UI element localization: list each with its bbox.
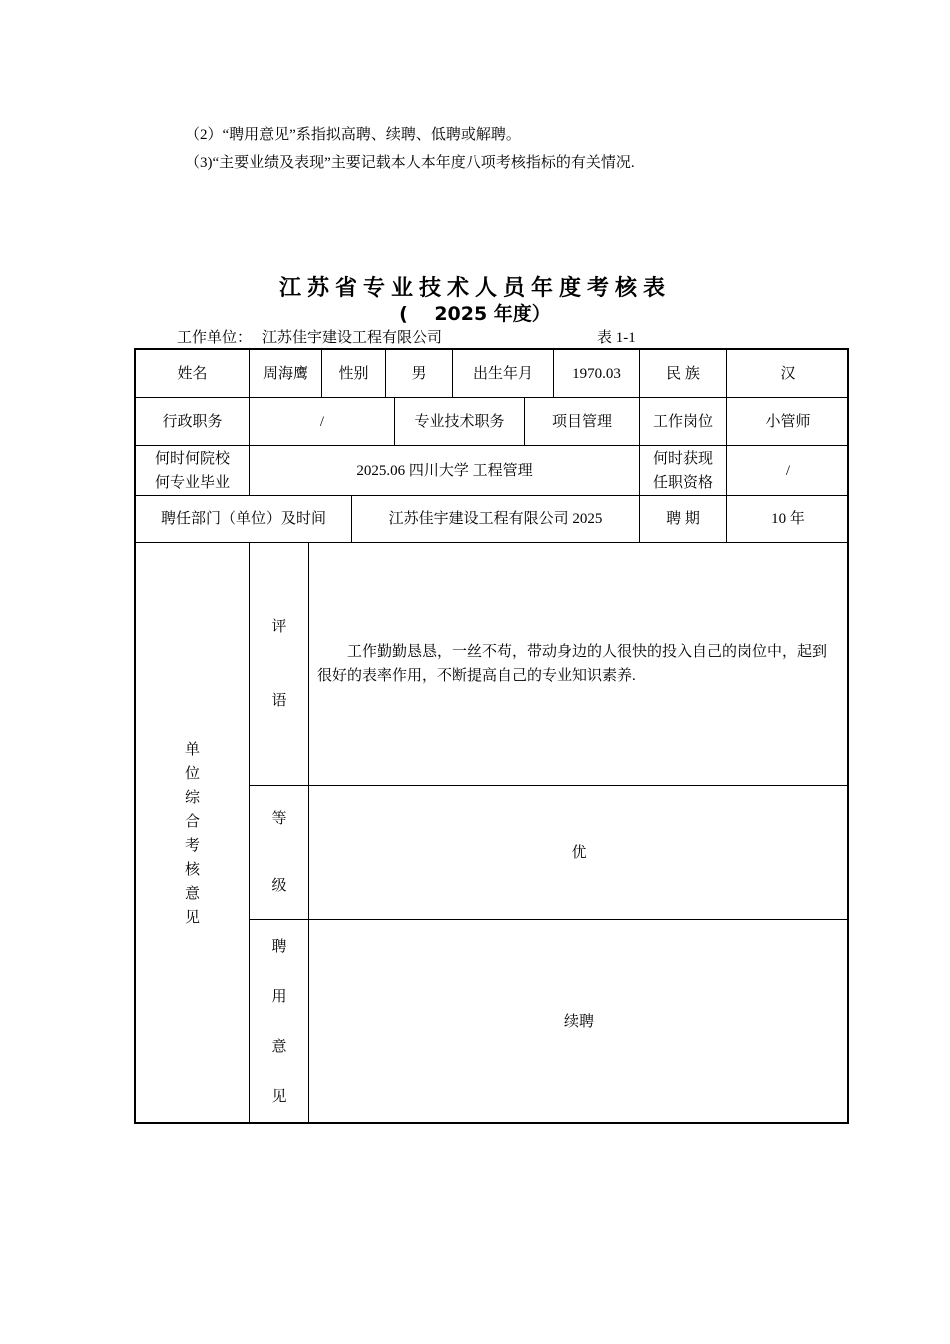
- note-3: （3)“主要业绩及表现”主要记载本人本年度八项考核指标的有关情况.: [185, 155, 635, 171]
- section-char: 核: [184, 861, 200, 878]
- qualification-label: [640, 446, 727, 496]
- table-number: 表 1-1: [597, 330, 636, 346]
- graduation-label-line1: 何时何院校: [154, 450, 230, 467]
- note-2: （2）“聘用意见”系指拟高聘、续聘、低聘或解聘。: [185, 127, 521, 143]
- opinion-value: 续聘: [563, 1014, 594, 1030]
- birth-label: 出生年月: [453, 350, 554, 398]
- term-value: 10 年: [727, 496, 849, 543]
- section-char: 见: [184, 909, 200, 926]
- qualification-label-line2: 任职资格: [652, 474, 713, 491]
- grade-value: 优: [309, 786, 849, 920]
- graduation-label-line2: 何专业毕业: [154, 474, 230, 491]
- qualification-label-line1: 何时获现: [652, 450, 713, 467]
- employing-dept-label: 聘任部门（单位）及时间: [136, 496, 352, 543]
- ethnic-label: 民 族: [640, 350, 727, 398]
- work-unit-value: 江苏佳宇建设工程有限公司: [262, 330, 443, 346]
- work-unit-label: 工作单位：: [177, 330, 253, 346]
- section-char: 综: [184, 789, 200, 806]
- name-value: 周海鹰: [250, 350, 322, 398]
- opinion-label-char: 见: [271, 1089, 287, 1105]
- birth-value: 1970.03: [554, 350, 640, 398]
- form-year: ( 2025 年度）: [399, 303, 551, 325]
- grade-label: [250, 786, 309, 920]
- grade-label-char: 级: [271, 878, 287, 894]
- opinion-label-char: 聘: [271, 939, 287, 955]
- opinion-label: [250, 920, 309, 1124]
- work-post-value: 小管师: [727, 398, 849, 446]
- section-char: 位: [184, 765, 200, 782]
- section-char: 意: [184, 885, 200, 902]
- work-post-label: 工作岗位: [640, 398, 727, 446]
- comment-label-char: 评: [271, 619, 287, 635]
- gender-value: 男: [386, 350, 453, 398]
- comment-label: [250, 543, 309, 786]
- opinion-label-char: 意: [271, 1039, 287, 1055]
- term-label: 聘 期: [640, 496, 727, 543]
- section-char: 考: [184, 837, 200, 854]
- name-label: 姓名: [136, 350, 250, 398]
- admin-post-value: /: [250, 398, 395, 446]
- qualification-value: /: [727, 446, 849, 496]
- gender-label: 性别: [322, 350, 386, 398]
- comment-value: [309, 543, 849, 786]
- assessment-section-label: [136, 543, 250, 1124]
- graduation-label: [136, 446, 250, 496]
- graduation-value: 2025.06 四川大学 工程管理: [250, 446, 640, 496]
- grade-label-char: 等: [271, 811, 287, 827]
- section-char: 单: [184, 741, 200, 758]
- work-unit: [177, 326, 442, 347]
- comment-label-char: 语: [271, 693, 287, 709]
- opinion-label-char: 用: [271, 989, 287, 1005]
- comment-text: 工作勤勤恳恳，一丝不苟，带动身边的人很快的投入自己的岗位中，起到很好的表率作用，不断提高自己的专业知识素养.: [317, 644, 828, 684]
- admin-post-label: 行政职务: [136, 398, 250, 446]
- tech-title-label: 专业技术职务: [395, 398, 525, 446]
- section-char: 合: [184, 813, 200, 830]
- employing-dept-value: 江苏佳宇建设工程有限公司 2025: [352, 496, 640, 543]
- ethnic-value: 汉: [727, 350, 849, 398]
- form-title: 江苏省专业技术人员年度考核表: [278, 276, 671, 301]
- tech-title-value: 项目管理: [525, 398, 640, 446]
- assessment-form-table: [134, 348, 849, 1124]
